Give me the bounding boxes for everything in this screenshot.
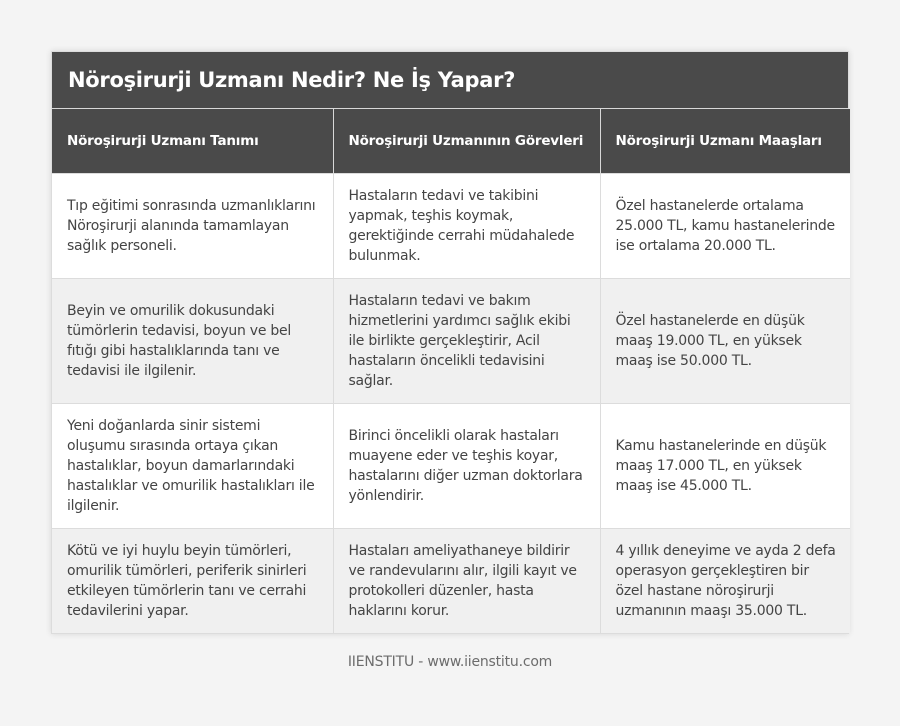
cell-duties: Hastaların tedavi ve bakım hizmetlerini yardımcı sağlık ekibi ile birlikte gerçekleştirir, Acil hastaların öncelikli tedavisini sağlar. xyxy=(333,278,600,403)
footer-credit: IIENSTITU - www.iienstitu.com xyxy=(347,654,553,670)
cell-salary: Özel hastanelerde ortalama 25.000 TL, kamu hastanelerinde ise ortalama 20.000 TL. xyxy=(600,173,850,278)
table-row xyxy=(52,173,850,278)
column-header-duties: Nöroşirurji Uzmanının Görevleri xyxy=(333,109,600,173)
cell-salary: Kamu hastanelerinde en düşük maaş 17.000 TL, en yüksek maaş ise 45.000 TL. xyxy=(600,403,850,528)
table-row xyxy=(52,528,850,633)
cell-definition: Kötü ve iyi huylu beyin tümörleri, omurilik tümörleri, periferik sinirleri etkileyen tümörlerin tanı ve cerrahi tedavilerini yapar. xyxy=(52,528,333,633)
info-table-card xyxy=(51,51,849,634)
column-header-definition: Nöroşirurji Uzmanı Tanımı xyxy=(52,109,333,173)
table-header-row xyxy=(52,109,850,173)
cell-duties: Hastaları ameliyathaneye bildirir ve randevularını alır, ilgili kayıt ve protokolleri düzenler, hasta haklarını korur. xyxy=(333,528,600,633)
table-row xyxy=(52,278,850,403)
info-table xyxy=(52,109,850,633)
cell-definition: Beyin ve omurilik dokusundaki tümörlerin tedavisi, boyun ve bel fıtığı gibi hastalıklarında tanı ve tedavisi ile ilgilenir. xyxy=(52,278,333,403)
cell-definition: Tıp eğitimi sonrasında uzmanlıklarını Nöroşirurji alanında tamamlayan sağlık personeli. xyxy=(52,173,333,278)
cell-definition: Yeni doğanlarda sinir sistemi oluşumu sırasında ortaya çıkan hastalıklar, boyun damarlarındaki hastalıklar ve omurilik hastalıkları ile ilgilenir. xyxy=(52,403,333,528)
table-row xyxy=(52,403,850,528)
title-bar xyxy=(52,52,848,109)
column-header-salaries: Nöroşirurji Uzmanı Maaşları xyxy=(600,109,850,173)
page-title: Nöroşirurji Uzmanı Nedir? Ne İş Yapar? xyxy=(68,68,516,92)
cell-duties: Birinci öncelikli olarak hastaları muayene eder ve teşhis koyar, hastalarını diğer uzman doktorlara yönlendirir. xyxy=(333,403,600,528)
cell-salary: Özel hastanelerde en düşük maaş 19.000 TL, en yüksek maaş ise 50.000 TL. xyxy=(600,278,850,403)
cell-duties: Hastaların tedavi ve takibini yapmak, teşhis koymak, gerektiğinde cerrahi müdahalede bulunmak. xyxy=(333,173,600,278)
cell-salary: 4 yıllık deneyime ve ayda 2 defa operasyon gerçekleştiren bir özel hastane nöroşirurji uzmanının maaşı 35.000 TL. xyxy=(600,528,850,633)
